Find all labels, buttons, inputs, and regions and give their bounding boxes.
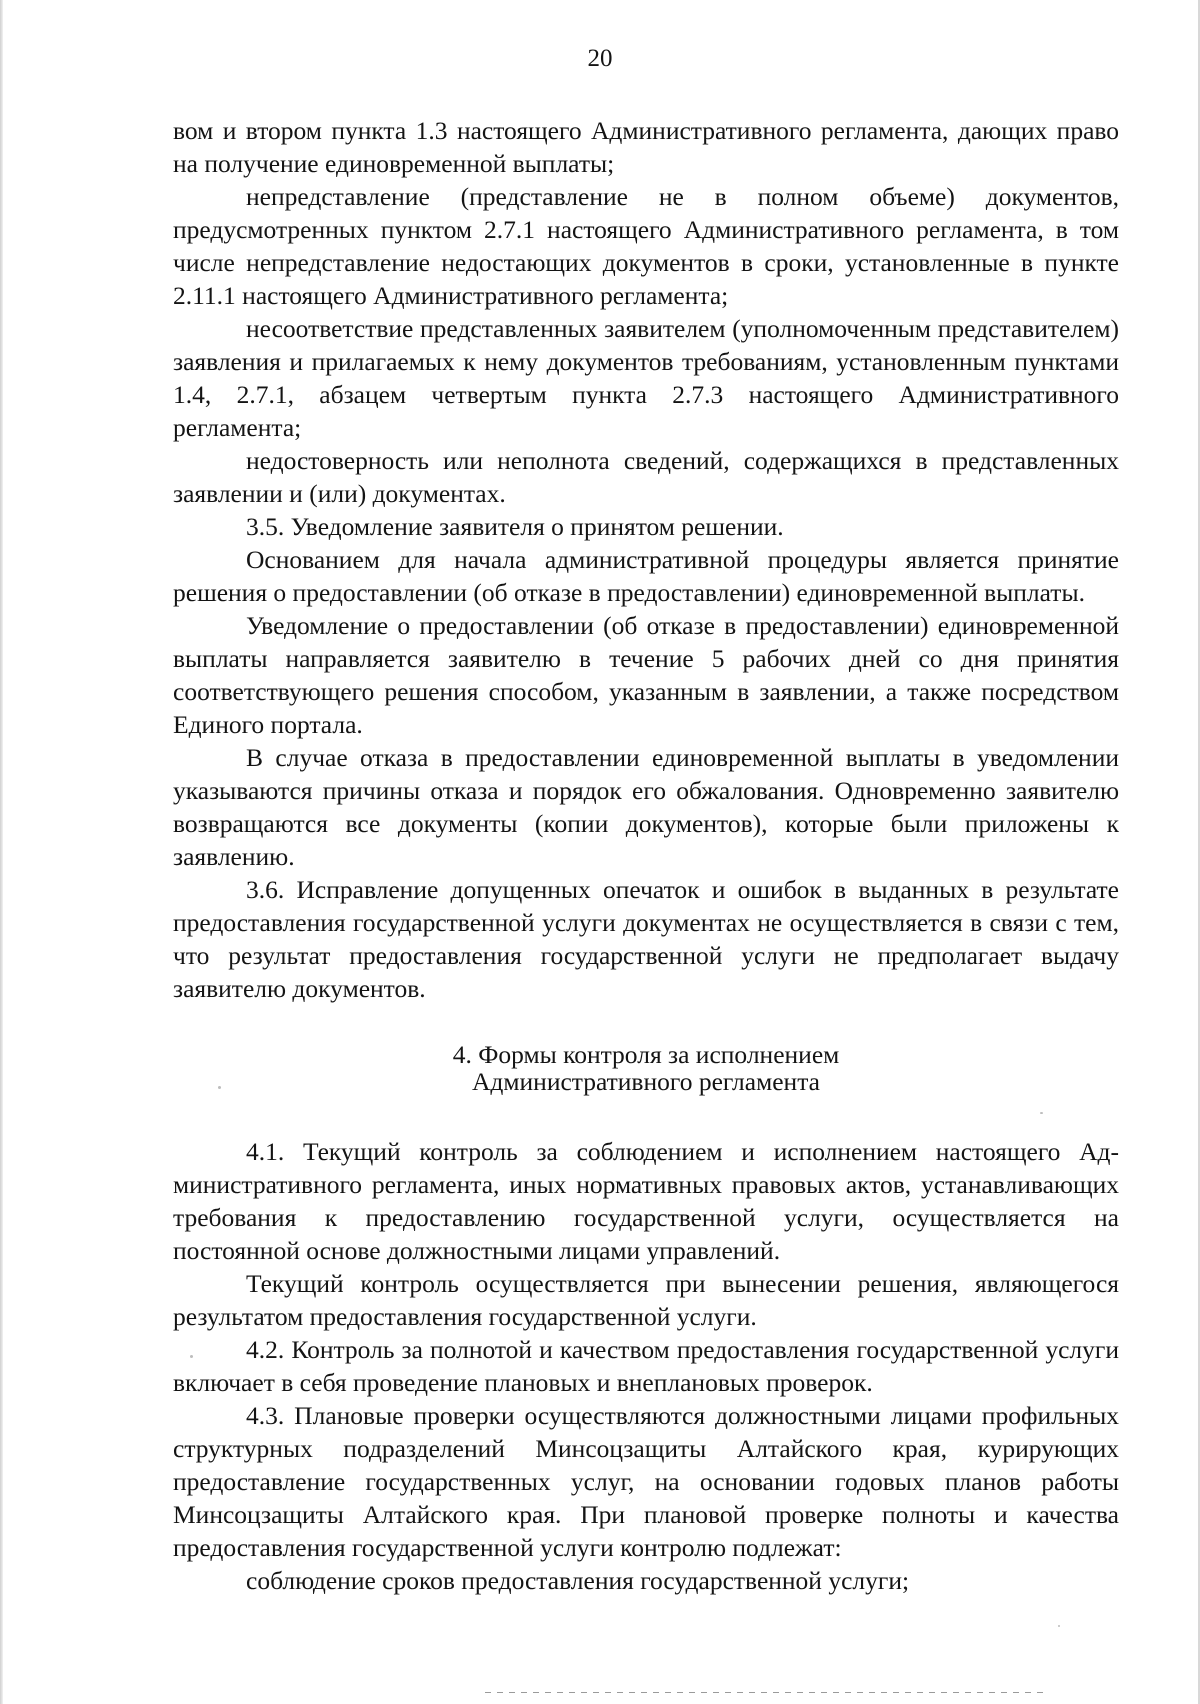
paragraph: 4.2. Контроль за полнотой и качеством предоставления государственной услуги включает в себя проведение плановых и внеплановых проверок. <box>173 1335 1119 1397</box>
paragraph: Уведомление о предоставлении (об отказе в предоставлении) единовременной выплаты направляется заявителю в течение 5 рабочих дней со дня принятия соответствующего решения способом, указанным в заявлении, а также посредством Единого портала. <box>173 611 1119 739</box>
section-heading-line-2: Административного регламента <box>472 1067 820 1096</box>
page-number: 20 <box>587 45 613 72</box>
scan-edge-left <box>0 0 3 1704</box>
paragraph: Основанием для начала административной процедуры является принятие решения о предоставлении (об отказе в предоставлении) единовременной выплаты. <box>173 545 1119 607</box>
scan-bottom-line <box>485 1692 1045 1693</box>
scan-speck <box>218 1086 221 1089</box>
scan-speck <box>190 1355 193 1358</box>
paragraph: 3.6. Исправление допущенных опечаток и ошибок в выданных в результате предоставления государственной услуги документах не осуществляется в связи с тем, что результат предоставления государственной услуги не предполагает выдачу заявителю документов. <box>173 875 1119 1003</box>
section-heading <box>173 1041 1119 1095</box>
paragraph: 4.1. Текущий контроль за соблюдением и исполнением настоящего Административного регламента, иных нормативных правовых актов, устанавливающих требования к предоставлению государственной услуги, осуществляется на постоянной основе должностными лицами управлений. <box>173 1137 1119 1265</box>
paragraph: несоответствие представленных заявителем (уполномоченным представителем) заявления и прилагаемых к нему документов требованиям, установленным пунктами 1.4, 2.7.1, абзацем четвертым пункта 2.7.3 настоящего Административного регламента; <box>173 314 1119 442</box>
scan-speck <box>1040 1112 1043 1114</box>
paragraph: недостоверность или неполнота сведений, содержащихся в представленных заявлении и (или) документах. <box>173 446 1119 508</box>
paragraph: 4.3. Плановые проверки осуществляются должностными лицами профильных структурных подразделений Минсоцзащиты Алтайского края, курирующих предоставление государственных услуг, на основании годовых планов работы Минсоцзащиты Алтайского края. При плановой проверке полноты и качества предоставления государственной услуги контролю подлежат: <box>173 1401 1119 1562</box>
section-heading-line-1: 4. Формы контроля за исполнением <box>452 1040 840 1069</box>
scan-speck <box>1058 1625 1060 1627</box>
paragraph: вом и втором пункта 1.3 настоящего Административного регламента, дающих право на получение единовременной выплаты; <box>173 116 1119 178</box>
subsection-title: 3.5. Уведомление заявителя о принятом решении. <box>246 512 784 541</box>
paragraph: В случае отказа в предоставлении единовременной выплаты в уведомлении указываются причины отказа и порядок его обжалования. Одновременно заявителю возвращаются все документы (копии документов), которые были приложены к заявлению. <box>173 743 1119 871</box>
paragraph: соблюдение сроков предоставления государственной услуги; <box>246 1566 910 1595</box>
paragraph: непредставление (представление не в полном объеме) документов, предусмотренных пунктом 2.7.1 настоящего Административного регламента, в том числе непредставление недостающих документов в сроки, установленные в пункте 2.11.1 настоящего Административного регламента; <box>173 182 1119 310</box>
document-body <box>173 114 1119 1597</box>
paragraph: Текущий контроль осуществляется при вынесении решения, являющегося результатом предоставления государственной услуги. <box>173 1269 1119 1331</box>
